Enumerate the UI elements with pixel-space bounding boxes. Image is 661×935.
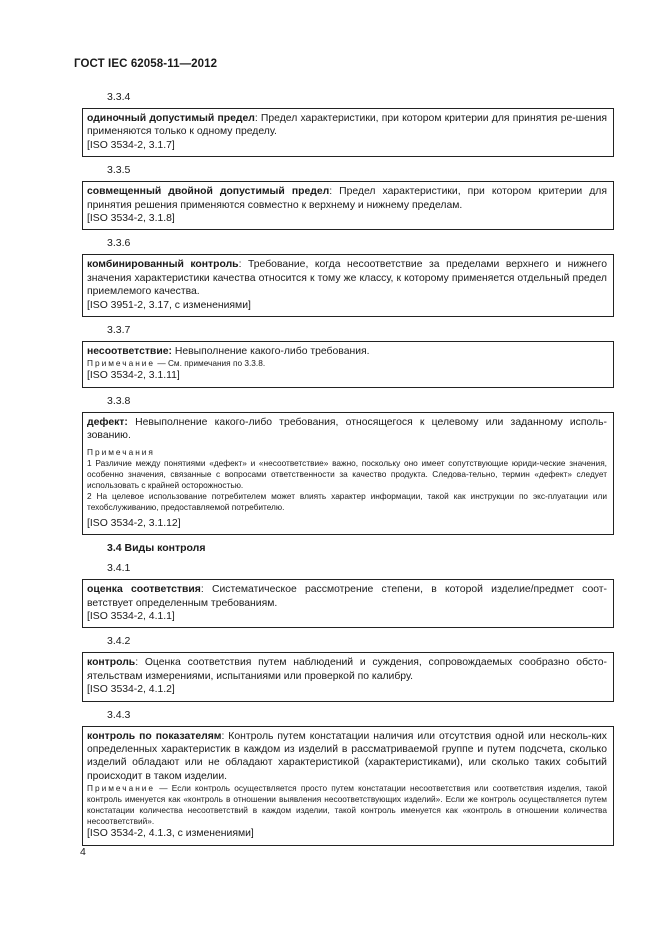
note-item: 1 Различие между понятиями «дефект» и «несоответствие» важно, поскольку оно имеет сопутствующие юриди-ческие значения, особенно значения, связанные с вопросами ответственности за качество продукта. Следова-тельно, термин «дефект» следует использовать с крайней осторожностью. [87,457,607,490]
clause-number: 3.4.2 [107,635,131,648]
note-text: — См. примечания по 3.3.8. [155,358,266,369]
document-body [82,91,614,853]
source-reference: [ISO 3534-2, 3.1.11] [87,370,180,382]
clause-number: 3.4.3 [107,708,131,721]
term: несоответствие: [87,346,172,358]
clause-number: 3.3.5 [107,164,131,177]
term-entry [82,579,614,628]
term: оценка соответствия [87,584,201,596]
source-reference: [ISO 3534-2, 3.1.12] [87,517,181,529]
note [87,358,607,369]
term-entry [82,108,614,157]
term: контроль по показателям [87,730,222,742]
source-reference: [ISO 3534-2, 4.1.3, с изменениями] [87,828,254,840]
clause-number: 3.3.6 [107,237,131,250]
definition: Невыполнение какого-либо требования, относящегося к целевому или заданному исполь-зованию. [87,416,607,442]
clause-number: 3.4.1 [107,562,131,575]
term-entry [82,254,614,317]
term: совмещенный двойной допустимый предел [87,186,330,198]
definition: : Контроль путем констатации наличия или отсутствия одной или несколь-ких определенных характеристик в каждом из изделий в рассматриваемой группе и путем подсчета, сколько изделий обладают или не обладают характеристикой (характеристиками), или сколько таких событий происходит в таком изделии. [87,730,607,782]
term: комбинированный контроль [87,259,239,271]
clause-number: 3.3.4 [107,91,131,103]
definition: : Систематическое рассмотрение степени, в которой изделие/предмет соот-ветствует определенным требованиям. [87,584,607,609]
definition: Невыполнение какого-либо требования. [171,346,370,358]
clause-number: 3.3.8 [107,394,131,407]
term-entry [82,726,614,846]
source-reference: [ISO 3534-2, 4.1.1] [87,610,175,622]
term: дефект: [87,416,128,428]
note [87,783,607,827]
term-entry [82,181,614,230]
document-header: ГОСТ IEC 62058-11—2012 [74,58,218,70]
source-reference: [ISO 3534-2, 3.1.8] [87,213,175,225]
note-label: Примечание [87,358,156,369]
section-heading: 3.4 Виды контроля [107,542,206,555]
source-reference: [ISO 3534-2, 3.1.7] [87,139,175,151]
note-item: 2 На целевое использование потребителем может влиять характер информации, такой как инструкции по экс-плуатации или техобслуживанию, предоставляемой потребителю. [87,490,607,512]
term-entry [82,341,614,388]
note-text: — Если контроль осуществляется просто путем констатации несоответствия или соответствия изделия, такой контроль именуется как «контроль в отношении выявления несоответствующих изделий». Если же контроль осуществляется путем констатации количества несоответствий в каждом изделии, такой контроль именуется как «контроль в отношении количества несоответствий». [87,783,607,827]
term: одиночный допустимый предел [87,113,255,124]
term-entry [82,412,614,535]
definition: : Предел характеристики, при котором критерии для принятия решения применяются совместно к верхнему и нижнему пределам. [87,186,607,211]
definition: : Предел характеристики, при котором критерии для принятия ре-шения применяются только к одному пределу. [87,113,608,138]
definition: : Требование, когда несоответствие за пределами верхнего и нижнего значения характеристики качества относится к тому же классу, к которому применяется отдельный предел приемлемого качества. [87,259,608,298]
definition: : Оценка соответствия путем наблюдений и суждения, сопровождаемых сообразно обсто-ятельствам измерениями, испытаниями или проверкой по калибру. [87,657,607,682]
term: контроль [87,657,136,669]
term-entry [82,652,614,701]
clause-number: 3.3.7 [107,324,131,337]
source-reference: [ISO 3534-2, 4.1.2] [87,684,175,696]
notes-block [87,447,607,513]
notes-label: Примечания [87,446,155,457]
source-reference: [ISO 3951-2, 3.17, с изменениями] [87,299,251,311]
page-number: 4 [80,846,86,858]
note-label: Примечание [87,783,156,794]
